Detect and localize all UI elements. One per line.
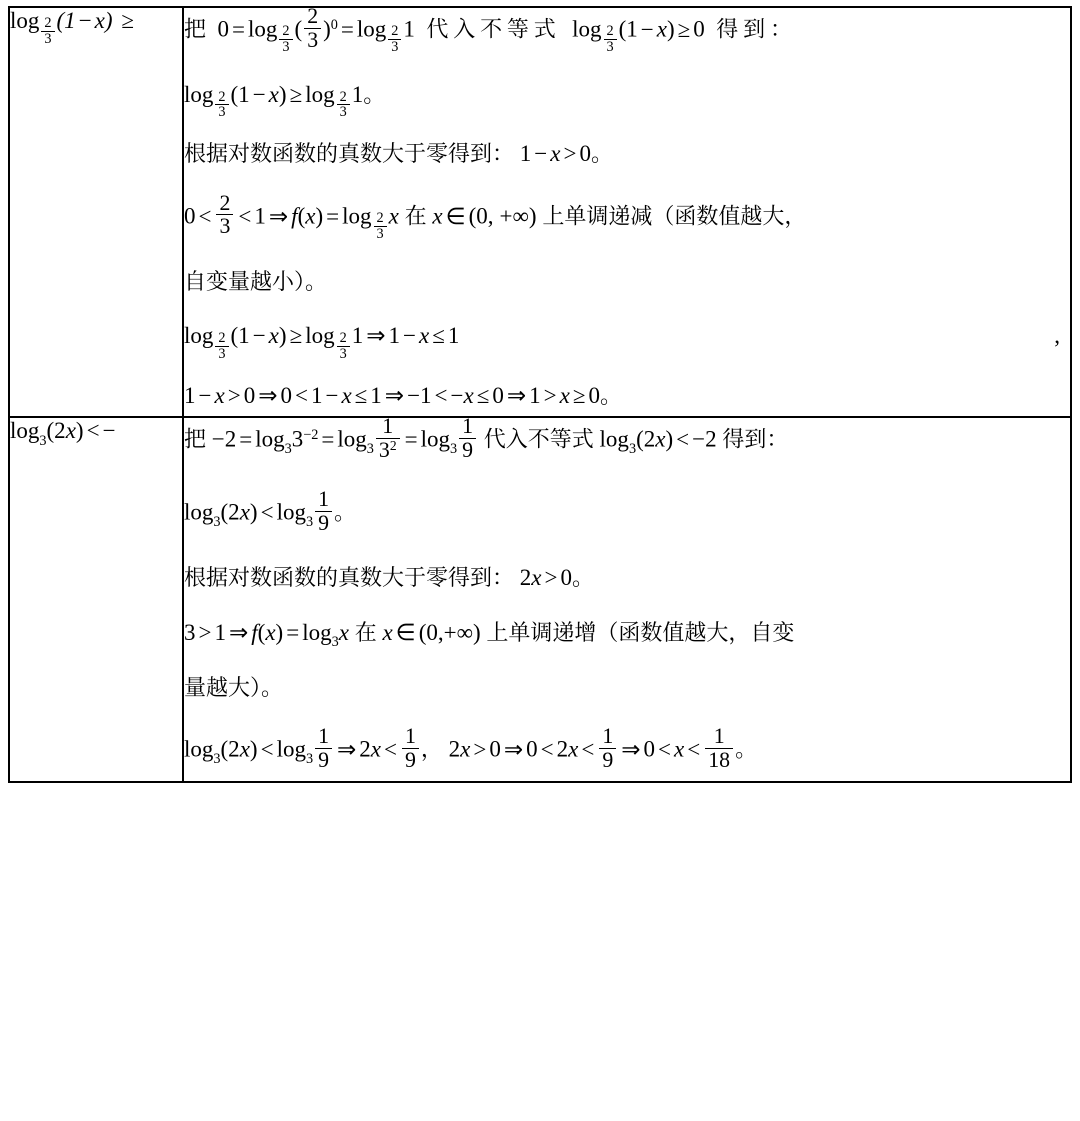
solution-step: log3(2x) < log3 $\frac{1}{9}$ ⇒ 2x < $\frac{1}{9}$ ， 2x > 0 ⇒ 0 < 2x < $\frac{1}{9}$ ⇒ 0 < x < $\frac{1}{18}$ 。: [184, 724, 758, 772]
row-2-solution-cell: [183, 414, 1071, 782]
solution-step: 把 0 = log $\frac{2}{3}$ ( $\frac{2}{3}$ )0 = log $\frac{2}{3}$ 1 代入不等式 log $\frac{2}{3}$ (1 − x) ≥ 0 得到：: [184, 3, 792, 56]
row-1-problem-cell: [9, 7, 183, 417]
solution-step: 量越大）。: [184, 675, 284, 701]
solution-step: 根据对数函数的真数大于零得到： 1 − x > 0。: [184, 141, 613, 168]
solution-step: 3 > 1 ⇒ f(x) = log3x 在 x ∈ (0,+∞) 上单调递增（函数值越大，自变: [184, 619, 795, 651]
table-row: [9, 7, 1071, 417]
solution-step: log3(2x) < log3 $\frac{1}{9}$ 。: [184, 486, 357, 535]
solution-step: log $\frac{2}{3}$ (1 − x) ≥ log $\frac{2}{3}$ 1 ⇒ 1 − x ≤ 1 ,: [184, 323, 1060, 363]
solution-step: 根据对数函数的真数大于零得到： 2x > 0。: [184, 565, 594, 592]
problem-1-expression: log $\frac{2}{3}$ (1 − x) ≥: [10, 8, 134, 47]
solution-step: log $\frac{2}{3}$ (1 − x) ≥ log $\frac{2}{3}$ 1。: [184, 81, 386, 121]
document-page: [0, 3, 1080, 1121]
row-2-problem-cell: [9, 417, 183, 782]
solution-step: 自变量越小）。: [184, 269, 328, 295]
problem-2-expression: log3(2x) < −: [10, 418, 116, 449]
row-1-solution-cell: [183, 3, 1071, 417]
solution-step: 1 − x > 0 ⇒ 0 < 1 − x ≤ 1 ⇒ −1 < −x ≤ 0 ⇒ 1 > x ≥ 0。: [184, 382, 622, 409]
table-row: [9, 417, 1071, 782]
solution-step: 把 −2 = log33−2 = log3 $\frac{1}{32}$ = log3 $\frac{1}{9}$ 代入不等式 log3(2x) < −2 得到：: [184, 414, 789, 462]
math-table: [8, 3, 1072, 783]
trailing-comma: ,: [1054, 323, 1060, 349]
solution-step: 0 < $\frac{2}{3}$ < 1 ⇒ f(x) = log $\frac{2}{3}$ x 在 x ∈ (0, +∞) 上单调递减（函数值越大，: [184, 190, 807, 243]
